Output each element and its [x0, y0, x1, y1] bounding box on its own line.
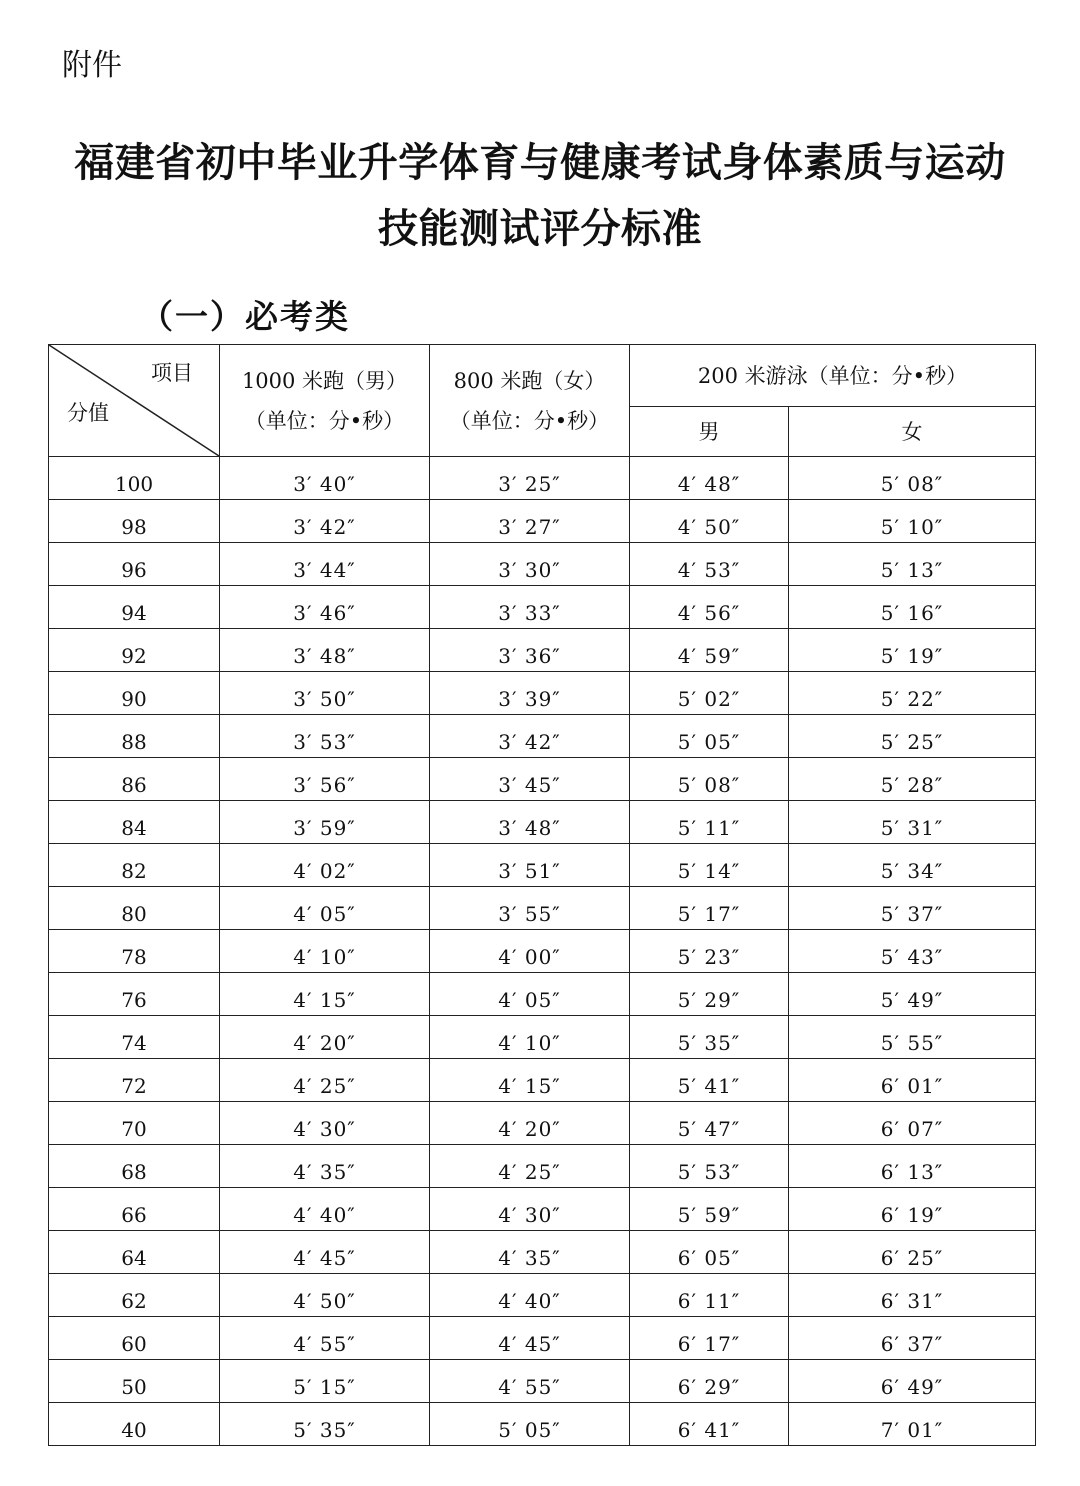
cell-score: 70 [49, 1102, 220, 1145]
cell-800m: 4′ 15″ [430, 1059, 630, 1102]
cell-1000m: 3′ 40″ [220, 457, 430, 500]
title-line-1: 福建省初中毕业升学体育与健康考试身体素质与运动 [74, 140, 1006, 186]
header-1000m-line2: （单位：分•秒） [244, 408, 405, 433]
cell-800m: 4′ 30″ [430, 1188, 630, 1231]
cell-1000m: 4′ 35″ [220, 1145, 430, 1188]
cell-1000m: 3′ 56″ [220, 758, 430, 801]
cell-score: 92 [49, 629, 220, 672]
cell-swim-male: 5′ 08″ [630, 758, 789, 801]
cell-1000m: 3′ 53″ [220, 715, 430, 758]
cell-swim-male: 5′ 14″ [630, 844, 789, 887]
scoring-table [48, 344, 1036, 1446]
cell-score: 78 [49, 930, 220, 973]
cell-800m: 3′ 45″ [430, 758, 630, 801]
table-row [49, 1317, 1036, 1360]
cell-1000m: 4′ 10″ [220, 930, 430, 973]
cell-swim-female: 5′ 10″ [789, 500, 1036, 543]
cell-score: 96 [49, 543, 220, 586]
cell-1000m: 4′ 50″ [220, 1274, 430, 1317]
cell-800m: 3′ 36″ [430, 629, 630, 672]
table-row [49, 1016, 1036, 1059]
cell-swim-male: 5′ 35″ [630, 1016, 789, 1059]
cell-1000m: 4′ 20″ [220, 1016, 430, 1059]
cell-swim-male: 4′ 59″ [630, 629, 789, 672]
cell-score: 72 [49, 1059, 220, 1102]
cell-swim-male: 6′ 29″ [630, 1360, 789, 1403]
table-row [49, 887, 1036, 930]
cell-1000m: 3′ 48″ [220, 629, 430, 672]
cell-score: 88 [49, 715, 220, 758]
table-row [49, 715, 1036, 758]
cell-1000m: 4′ 05″ [220, 887, 430, 930]
cell-swim-female: 6′ 19″ [789, 1188, 1036, 1231]
corner-score-label: 分值 [67, 401, 109, 425]
cell-1000m: 3′ 46″ [220, 586, 430, 629]
header-1000m-run [220, 345, 430, 457]
cell-1000m: 3′ 59″ [220, 801, 430, 844]
cell-swim-male: 5′ 53″ [630, 1145, 789, 1188]
table-row [49, 586, 1036, 629]
cell-1000m: 3′ 50″ [220, 672, 430, 715]
cell-score: 50 [49, 1360, 220, 1403]
table-row [49, 930, 1036, 973]
table-row [49, 672, 1036, 715]
cell-swim-male: 6′ 05″ [630, 1231, 789, 1274]
cell-1000m: 5′ 35″ [220, 1403, 430, 1446]
cell-score: 40 [49, 1403, 220, 1446]
cell-800m: 3′ 42″ [430, 715, 630, 758]
cell-800m: 3′ 33″ [430, 586, 630, 629]
title-line-2: 技能测试评分标准 [378, 206, 702, 252]
cell-score: 80 [49, 887, 220, 930]
cell-score: 74 [49, 1016, 220, 1059]
cell-score: 68 [49, 1145, 220, 1188]
cell-swim-male: 6′ 11″ [630, 1274, 789, 1317]
cell-swim-male: 5′ 59″ [630, 1188, 789, 1231]
table-row [49, 1231, 1036, 1274]
cell-800m: 3′ 51″ [430, 844, 630, 887]
cell-score: 82 [49, 844, 220, 887]
cell-swim-female: 6′ 13″ [789, 1145, 1036, 1188]
cell-score: 66 [49, 1188, 220, 1231]
table-row [49, 1188, 1036, 1231]
header-800m-run [430, 345, 630, 457]
cell-1000m: 4′ 02″ [220, 844, 430, 887]
table-row [49, 844, 1036, 887]
cell-score: 64 [49, 1231, 220, 1274]
header-1000m-line1: 1000 米跑（男） [241, 368, 408, 393]
cell-800m: 3′ 48″ [430, 801, 630, 844]
cell-800m: 4′ 35″ [430, 1231, 630, 1274]
cell-800m: 3′ 55″ [430, 887, 630, 930]
cell-800m: 3′ 39″ [430, 672, 630, 715]
cell-swim-female: 5′ 25″ [789, 715, 1036, 758]
cell-swim-male: 5′ 17″ [630, 887, 789, 930]
cell-swim-female: 5′ 28″ [789, 758, 1036, 801]
cell-1000m: 4′ 40″ [220, 1188, 430, 1231]
header-swim-male: 男 [630, 407, 789, 457]
header-800m-line2: （单位：分•秒） [449, 408, 610, 433]
cell-score: 60 [49, 1317, 220, 1360]
header-swim-female: 女 [789, 407, 1036, 457]
table-row [49, 1274, 1036, 1317]
table-row [49, 1059, 1036, 1102]
section-heading: （一）必考类 [140, 297, 350, 336]
cell-800m: 4′ 20″ [430, 1102, 630, 1145]
cell-swim-male: 4′ 53″ [630, 543, 789, 586]
cell-swim-male: 4′ 48″ [630, 457, 789, 500]
cell-800m: 4′ 25″ [430, 1145, 630, 1188]
cell-swim-female: 5′ 37″ [789, 887, 1036, 930]
cell-swim-female: 6′ 07″ [789, 1102, 1036, 1145]
cell-swim-female: 5′ 22″ [789, 672, 1036, 715]
cell-800m: 4′ 00″ [430, 930, 630, 973]
cell-1000m: 4′ 15″ [220, 973, 430, 1016]
table-body [49, 457, 1036, 1446]
table-row [49, 1360, 1036, 1403]
cell-swim-female: 6′ 25″ [789, 1231, 1036, 1274]
cell-score: 84 [49, 801, 220, 844]
table-row [49, 1102, 1036, 1145]
table-row [49, 758, 1036, 801]
cell-1000m: 4′ 55″ [220, 1317, 430, 1360]
table-row [49, 457, 1036, 500]
cell-swim-female: 5′ 43″ [789, 930, 1036, 973]
cell-swim-female: 5′ 55″ [789, 1016, 1036, 1059]
corner-header-cell [49, 345, 220, 457]
table-row [49, 1145, 1036, 1188]
cell-swim-female: 5′ 34″ [789, 844, 1036, 887]
document-title [0, 130, 1080, 262]
cell-score: 76 [49, 973, 220, 1016]
cell-swim-female: 5′ 16″ [789, 586, 1036, 629]
cell-swim-male: 6′ 17″ [630, 1317, 789, 1360]
cell-swim-male: 5′ 02″ [630, 672, 789, 715]
cell-swim-male: 5′ 23″ [630, 930, 789, 973]
table-row [49, 500, 1036, 543]
cell-800m: 3′ 27″ [430, 500, 630, 543]
cell-swim-male: 5′ 05″ [630, 715, 789, 758]
table-row [49, 629, 1036, 672]
cell-swim-female: 5′ 08″ [789, 457, 1036, 500]
cell-score: 62 [49, 1274, 220, 1317]
cell-score: 100 [49, 457, 220, 500]
attachment-label: 附件 [62, 48, 122, 83]
cell-score: 98 [49, 500, 220, 543]
cell-swim-female: 5′ 31″ [789, 801, 1036, 844]
cell-1000m: 4′ 30″ [220, 1102, 430, 1145]
cell-swim-male: 5′ 47″ [630, 1102, 789, 1145]
table-row [49, 543, 1036, 586]
cell-1000m: 4′ 25″ [220, 1059, 430, 1102]
cell-1000m: 3′ 42″ [220, 500, 430, 543]
cell-swim-male: 6′ 41″ [630, 1403, 789, 1446]
cell-score: 94 [49, 586, 220, 629]
cell-swim-male: 5′ 29″ [630, 973, 789, 1016]
cell-1000m: 3′ 44″ [220, 543, 430, 586]
cell-swim-male: 4′ 56″ [630, 586, 789, 629]
table-row [49, 973, 1036, 1016]
header-800m-line1: 800 米跑（女） [453, 368, 606, 393]
cell-score: 90 [49, 672, 220, 715]
cell-800m: 4′ 55″ [430, 1360, 630, 1403]
cell-800m: 4′ 05″ [430, 973, 630, 1016]
cell-score: 86 [49, 758, 220, 801]
cell-1000m: 4′ 45″ [220, 1231, 430, 1274]
cell-swim-female: 5′ 13″ [789, 543, 1036, 586]
cell-800m: 4′ 40″ [430, 1274, 630, 1317]
cell-swim-male: 4′ 50″ [630, 500, 789, 543]
cell-swim-female: 6′ 31″ [789, 1274, 1036, 1317]
cell-swim-male: 5′ 41″ [630, 1059, 789, 1102]
header-200m-swim: 200 米游泳（单位：分•秒） [630, 345, 1036, 407]
cell-swim-female: 6′ 49″ [789, 1360, 1036, 1403]
cell-swim-female: 5′ 49″ [789, 973, 1036, 1016]
cell-1000m: 5′ 15″ [220, 1360, 430, 1403]
cell-swim-female: 6′ 37″ [789, 1317, 1036, 1360]
cell-swim-male: 5′ 11″ [630, 801, 789, 844]
cell-800m: 4′ 10″ [430, 1016, 630, 1059]
table-row [49, 801, 1036, 844]
cell-swim-female: 7′ 01″ [789, 1403, 1036, 1446]
cell-800m: 4′ 45″ [430, 1317, 630, 1360]
corner-item-label: 项目 [151, 361, 193, 385]
cell-swim-female: 6′ 01″ [789, 1059, 1036, 1102]
cell-swim-female: 5′ 19″ [789, 629, 1036, 672]
cell-800m: 5′ 05″ [430, 1403, 630, 1446]
table-row [49, 1403, 1036, 1446]
cell-800m: 3′ 25″ [430, 457, 630, 500]
cell-800m: 3′ 30″ [430, 543, 630, 586]
